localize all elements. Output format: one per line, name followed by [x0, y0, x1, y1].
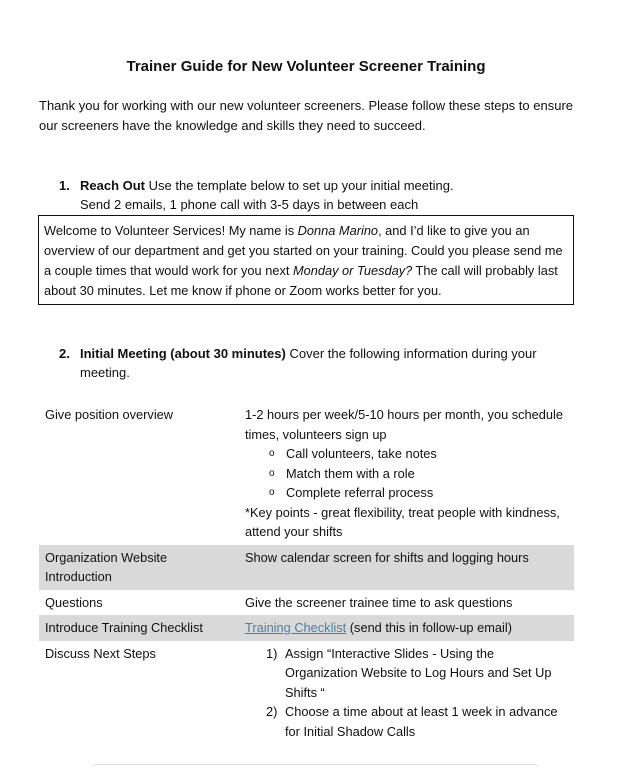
- table-cell-detail: [239, 402, 574, 545]
- next-steps-list: [245, 644, 569, 742]
- list-text: Assign “Interactive Slides - Using the Organization Website to Log Hours and Set Up Shifts “: [285, 645, 552, 700]
- link-note: (send this in follow-up email): [346, 620, 512, 635]
- table-cell-topic: Give position overview: [45, 407, 174, 422]
- table-row: [39, 402, 574, 545]
- table-cell-detail: Show calendar screen for shifts and logging hours: [239, 545, 574, 590]
- intro-paragraph: Thank you for working with our new volunteer screeners. Please follow these steps to ensure our screeners have the knowledge and skills they need to succeed.: [39, 98, 573, 133]
- step-text: Use the template below to set up your initial meeting.: [145, 178, 454, 193]
- table-cell-topic: Introduce Training Checklist: [39, 615, 239, 641]
- training-checklist-link[interactable]: Training Checklist: [245, 620, 347, 635]
- template-text: Welcome to Volunteer Services! My name is: [44, 223, 298, 238]
- table-cell-detail: Give the screener trainee time to ask questions: [245, 594, 513, 610]
- email-template-box: [38, 215, 574, 305]
- template-days: Monday or Tuesday?: [292, 263, 413, 278]
- step-reach-out: [59, 176, 579, 214]
- template-text: , and I’d like to give you an overview of our department and get you started on your training. Could you please send me a couple times that would work for you next: [44, 223, 563, 278]
- table-cell-topic: Questions: [45, 594, 103, 610]
- overview-summary: 1-2 hours per week/5-10 hours per month, you schedule times, volunteers sign up: [245, 407, 563, 442]
- table-row: [39, 641, 574, 745]
- list-item: o Match them with a role: [269, 464, 569, 484]
- template-name: Donna Marino: [297, 223, 379, 238]
- list-item: o Complete referral process: [269, 483, 569, 503]
- list-number: 1): [266, 645, 278, 661]
- step-text: Cover the following information during your meeting.: [80, 346, 537, 380]
- step-initial-meeting: [59, 344, 559, 382]
- list-item: o Call volunteers, take notes: [269, 444, 569, 464]
- meeting-agenda-table: [39, 402, 574, 744]
- table-row: [39, 615, 574, 641]
- list-number: 2): [266, 704, 278, 719]
- key-points: *Key points - great flexibility, treat people with kindness, attend your shifts: [245, 504, 560, 539]
- table-cell-topic: Discuss Next Steps: [45, 645, 156, 661]
- step-heading: Initial Meeting (about 30 minutes): [80, 346, 286, 361]
- list-item: [266, 644, 569, 703]
- table-cell-topic: Organization Website Introduction: [39, 545, 239, 590]
- list-text: Choose a time about at least 1 week in advance for Initial Shadow Calls: [285, 704, 558, 739]
- table-row: [39, 545, 574, 590]
- template-text: The call will probably last about 30 minutes. Let me know if phone or Zoom works better for you.: [44, 263, 558, 298]
- document-title: Trainer Guide for New Volunteer Screener Training: [126, 58, 486, 75]
- step-number: 2.: [59, 346, 70, 361]
- step-heading: Reach Out: [80, 178, 146, 193]
- table-row: [39, 590, 574, 616]
- step-subtext: Send 2 emails, 1 phone call with 3-5 days in between each: [80, 197, 419, 212]
- table-cell-detail: [239, 641, 574, 745]
- overview-bullets: [245, 444, 569, 503]
- step-number: 1.: [59, 178, 70, 193]
- table-cell-detail: [239, 615, 574, 641]
- list-item: [266, 702, 569, 741]
